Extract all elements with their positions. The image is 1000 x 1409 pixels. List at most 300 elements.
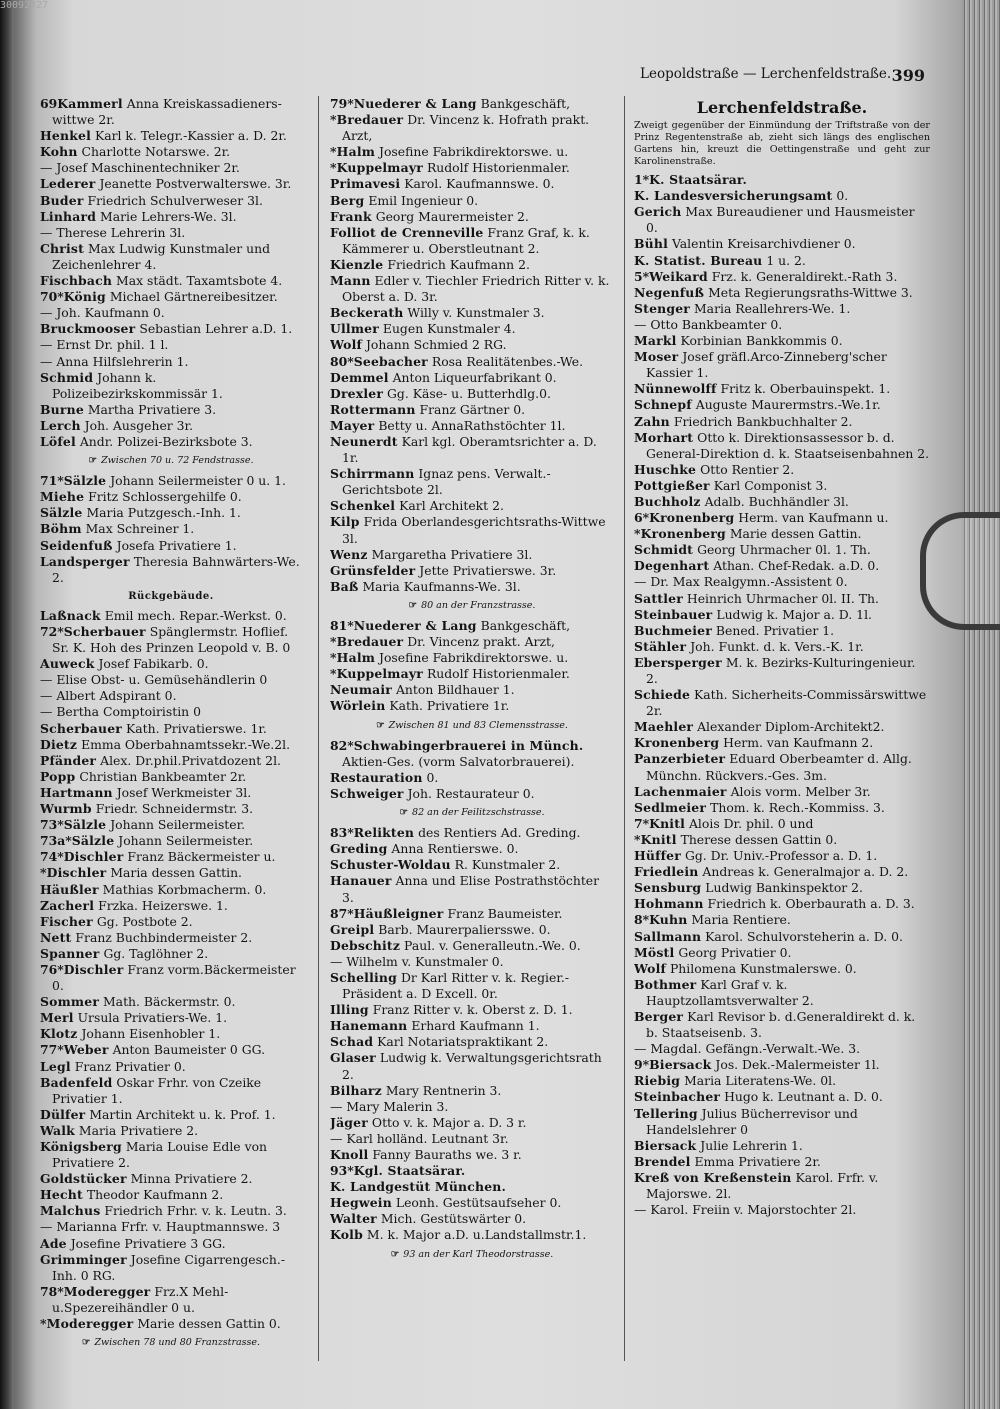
directory-entry	[330, 418, 614, 434]
directory-entry	[40, 321, 302, 337]
directory-entry	[40, 289, 302, 305]
directory-entry	[330, 1147, 614, 1163]
resident-details: Anton Liqueurfabrikant 0.	[392, 369, 557, 385]
resident-details: Friedrich Schulverweser 3l.	[87, 192, 263, 208]
resident-details: Alexander Diplom-Architekt2.	[697, 719, 885, 735]
house-number: 5*	[634, 268, 650, 284]
resident-details: Mathias Korbmacherm. 0.	[102, 881, 267, 897]
resident-details: Emil Ingenieur 0.	[368, 192, 479, 208]
directory-entry	[40, 1139, 302, 1171]
resident-name: Schelling	[330, 969, 397, 985]
directory-entry	[330, 144, 614, 160]
resident-details: Joh. Funkt. d. k. Vers.-K. 1r.	[690, 638, 864, 654]
resident-details: Therese dessen Gattin 0.	[680, 831, 838, 847]
resident-details: Christian Bankbeamter 2r.	[79, 768, 247, 784]
resident-name: Berg	[330, 192, 365, 208]
resident-details: Max städt. Taxamtsbote 4.	[116, 273, 283, 289]
directory-entry	[40, 1219, 302, 1235]
resident-details: Joh. Restaurateur 0.	[407, 785, 535, 801]
pointing-hand-icon: ☞	[88, 455, 98, 467]
resident-details: Anna Kreiskassadieners-wittwe 2r.	[52, 96, 282, 128]
resident-details: Kath. Sicherheits-Commissärswittwe 2r.	[646, 687, 927, 719]
resident-details: — Anna Hilfslehrerin 1.	[40, 353, 189, 369]
directory-entry	[634, 832, 930, 848]
resident-name: Restauration	[330, 769, 423, 785]
resident-details: Meta Regierungsraths-Wittwe 3.	[708, 284, 913, 300]
directory-entry	[330, 225, 614, 257]
directory-entry	[330, 386, 614, 402]
directory-entry	[40, 418, 302, 434]
resident-details: Erhard Kaufmann 1.	[411, 1018, 540, 1034]
resident-details: Edler v. Tiechler Friedrich Ritter v. k. Oberst a. D. 3r.	[342, 273, 610, 305]
resident-name: Schwabingerbrauerei in Münch.	[353, 737, 584, 753]
resident-name: Schnepf	[634, 397, 692, 413]
directory-entry	[634, 1106, 930, 1138]
resident-name: Weber	[63, 1042, 109, 1058]
directory-entry	[40, 473, 302, 489]
directory-entry	[40, 737, 302, 753]
resident-name: Zahn	[634, 413, 670, 429]
resident-name: Legl	[40, 1058, 71, 1074]
directory-entry	[634, 864, 930, 880]
resident-details: Andreas k. Generalmajor a. D. 2.	[702, 864, 909, 880]
directory-entry	[634, 236, 930, 252]
directory-entry	[330, 1115, 614, 1131]
resident-name: Greipl	[330, 921, 375, 937]
pointing-hand-icon: ☞	[376, 719, 385, 731]
directory-entry	[634, 478, 930, 494]
directory-entry	[634, 526, 930, 542]
resident-details: Oskar Frhr. von Czeike Privatier 1.	[52, 1074, 262, 1106]
directory-entry	[330, 770, 614, 786]
resident-name: Bühl	[634, 236, 668, 252]
resident-details: Gg. Postbote 2.	[96, 913, 193, 929]
resident-name: Goldstücker	[40, 1171, 127, 1187]
directory-entry	[40, 865, 302, 881]
directory-entry	[40, 914, 302, 930]
resident-name: Klotz	[40, 1026, 78, 1042]
resident-details: — Dr. Max Realgymn.-Assistent 0.	[634, 574, 848, 590]
directory-entry	[40, 1236, 302, 1252]
house-number: 76*	[40, 961, 64, 977]
directory-entry	[40, 833, 302, 849]
resident-name: Walter	[330, 1211, 377, 1227]
resident-details: Fritz k. Oberbauinspekt. 1.	[720, 381, 891, 397]
resident-name: Böhm	[40, 521, 82, 537]
directory-entry	[634, 558, 930, 574]
resident-name: Moser	[634, 349, 679, 365]
column-2	[330, 96, 614, 1267]
column-1	[40, 96, 302, 1355]
resident-details: Franz Bäckermeister u.	[127, 849, 276, 865]
resident-details: R. Kunstmaler 2.	[454, 857, 561, 873]
resident-details: Valentin Kreisarchivdiener 0.	[671, 236, 856, 252]
directory-entry	[634, 1202, 930, 1218]
resident-name: Beckerath	[330, 305, 404, 321]
resident-details: Kath. Privatierswe. 1r.	[125, 720, 267, 736]
resident-name: Biersack	[649, 1057, 712, 1073]
directory-entry	[634, 397, 930, 413]
resident-details: Karl k. Telegr.-Kassier a. D. 2r.	[94, 128, 287, 144]
resident-details: — Elise Obst- u. Gemüsehändlerin 0	[40, 672, 268, 688]
directory-entry	[634, 880, 930, 896]
house-number: 73a*	[40, 833, 72, 849]
resident-name: Schirrmann	[330, 466, 415, 482]
house-number: 74*	[40, 849, 64, 865]
resident-details: Josefa Privatiere 1.	[116, 537, 237, 553]
directory-entry	[330, 1099, 614, 1115]
resident-details: Aktien-Ges. (vorm Salvatorbrauerei).	[342, 753, 575, 769]
resident-name: Ullmer	[330, 321, 379, 337]
resident-name: Kammerl	[57, 96, 123, 111]
resident-name: König	[63, 289, 106, 305]
resident-details: Mary Rentnerin 3.	[385, 1082, 502, 1098]
resident-name: Sommer	[40, 994, 100, 1010]
directory-entry	[40, 434, 302, 450]
resident-name: Brendel	[634, 1153, 691, 1169]
resident-details: Franz vorm.Bäckermeister 0.	[52, 961, 296, 994]
directory-entry	[634, 172, 930, 188]
resident-name: Demmel	[330, 369, 389, 385]
directory-entry	[330, 466, 614, 498]
directory-entry	[40, 946, 302, 962]
resident-name: Weikard	[649, 268, 708, 284]
resident-name: Häußler	[40, 881, 99, 897]
cross-street-note	[40, 453, 302, 469]
directory-entry	[330, 209, 614, 225]
directory-entry	[330, 1050, 614, 1082]
directory-entry	[40, 370, 302, 402]
resident-details: Paul. v. Generalleutn.-We. 0.	[404, 937, 581, 953]
resident-name: *Halm	[330, 650, 376, 666]
directory-entry	[330, 825, 614, 841]
directory-entry	[634, 800, 930, 816]
resident-details: Josef Werkmeister 3l.	[116, 784, 252, 800]
directory-entry	[330, 634, 614, 650]
resident-details: Josef Fabikarb. 0.	[98, 656, 209, 672]
resident-details: Friedrich Kaufmann 2.	[387, 256, 530, 272]
directory-entry	[330, 682, 614, 698]
resident-name: Spanner	[40, 945, 100, 961]
resident-details: Karl Notariatspraktikant 2.	[377, 1034, 549, 1050]
resident-details: Maria Reallehrers-We. 1.	[694, 300, 851, 316]
directory-entry	[330, 906, 614, 922]
directory-entry	[40, 962, 302, 994]
resident-name: Frank	[330, 208, 372, 224]
directory-entry	[40, 785, 302, 801]
resident-details: Rudolf Historienmaler.	[426, 666, 570, 682]
directory-entry	[330, 738, 614, 770]
resident-name: Kreß von Kreßenstein	[634, 1169, 792, 1185]
directory-entry	[634, 929, 930, 945]
directory-entry	[634, 639, 930, 655]
directory-entry	[634, 961, 930, 977]
resident-name: Fischbach	[40, 273, 113, 289]
directory-entry	[40, 354, 302, 370]
resident-details: Josefine Fabrikdirektorswe. u.	[379, 144, 569, 160]
resident-details: Otto v. k. Major a. D. 3 r.	[371, 1114, 527, 1130]
pointing-hand-icon: ☞	[81, 1337, 91, 1349]
directory-entry	[330, 370, 614, 386]
resident-details: Joh. Ausgeher 3r.	[84, 417, 194, 433]
directory-entry	[634, 301, 930, 317]
resident-name: Bruckmooser	[40, 321, 136, 337]
cross-street-note	[330, 598, 614, 614]
directory-entry	[40, 273, 302, 289]
resident-name: Dülfer	[40, 1106, 86, 1122]
resident-name: Schenkel	[330, 498, 396, 514]
resident-details: Josef gräfl.Arco-Zinneberg'scher Kassier 1.	[646, 349, 887, 381]
directory-entry	[330, 1083, 614, 1099]
resident-details: — Ernst Dr. phil. 1 l.	[40, 337, 169, 353]
resident-name: Pottgießer	[634, 477, 710, 493]
resident-details: Friedrich Bankbuchhalter 2.	[673, 413, 853, 429]
directory-entry	[40, 1171, 302, 1187]
resident-details: Andr. Polizei-Bezirksbote 3.	[79, 433, 253, 449]
resident-name: Wurmb	[40, 801, 92, 817]
directory-entry	[40, 241, 302, 273]
resident-details: Georg Uhrmacher 0l. 1. Th.	[697, 542, 871, 558]
resident-details: Friedrich k. Oberbaurath a. D. 3.	[707, 896, 915, 912]
directory-entry	[40, 624, 302, 656]
resident-details: Julie Lehrerin 1.	[700, 1137, 803, 1153]
directory-entry	[634, 1073, 930, 1089]
directory-entry	[40, 801, 302, 817]
resident-name: Stenger	[634, 300, 691, 316]
resident-details: Philomena Kunstmalerswe. 0.	[669, 960, 857, 976]
resident-details: des Rentiers Ad. Greding.	[418, 825, 581, 841]
scan-id: 30092427	[0, 0, 49, 11]
directory-entry	[634, 381, 930, 397]
resident-name: Ebersperger	[634, 654, 722, 670]
directory-entry	[40, 193, 302, 209]
directory-entry	[330, 650, 614, 666]
resident-details: Frz.X Mehl- u.Spezereihändler 0 u.	[52, 1283, 229, 1315]
resident-name: Pfänder	[40, 752, 97, 768]
resident-details: — Marianna Frfr. v. Hauptmannswe. 3	[40, 1219, 281, 1235]
resident-name: K. Statist. Bureau	[634, 252, 763, 268]
resident-details: Marie dessen Gattin 0.	[137, 1316, 281, 1332]
resident-details: Ludwig k. Major a. D. 1l.	[716, 606, 872, 622]
resident-name: Sedlmeier	[634, 799, 707, 815]
house-number: 6*	[634, 510, 650, 526]
directory-entry	[330, 970, 614, 1002]
directory-entry	[330, 176, 614, 192]
resident-name: Sälzle	[63, 473, 107, 489]
resident-name: Baß	[330, 578, 359, 594]
directory-entry	[634, 816, 930, 832]
resident-name: Schweiger	[330, 785, 404, 801]
resident-details: Max Bureaudiener und Hausmeister 0.	[646, 204, 915, 236]
directory-entry	[40, 554, 302, 586]
house-number: 1*	[634, 172, 650, 188]
resident-name: Hartmann	[40, 784, 113, 800]
resident-name: Steinbacher	[634, 1089, 721, 1105]
directory-entry	[330, 563, 614, 579]
directory-entry	[330, 1195, 614, 1211]
directory-entry	[634, 510, 930, 526]
resident-name: Friedlein	[634, 864, 699, 880]
cross-street-note	[330, 718, 614, 734]
directory-entry	[40, 1252, 302, 1284]
resident-details: Maria dessen Gattin.	[110, 865, 242, 881]
pointing-hand-icon: ☞	[408, 599, 418, 611]
directory-entry	[330, 337, 614, 353]
resident-name: Schmidt	[634, 542, 694, 558]
resident-details: Eduard Oberbeamter d. Allg. Münchn. Rückvers.-Ges. 3m.	[646, 751, 912, 783]
resident-name: Knitl	[649, 815, 686, 831]
resident-name: Kilp	[330, 514, 360, 530]
resident-name: Sattler	[634, 590, 683, 606]
resident-name: Häußleigner	[353, 905, 444, 921]
directory-entry	[40, 1026, 302, 1042]
resident-details: Georg Maurermeister 2.	[375, 208, 529, 224]
directory-entry	[40, 1123, 302, 1139]
resident-details: — Therese Lehrerin 3l.	[40, 224, 186, 240]
resident-name: Wolf	[330, 337, 363, 353]
directory-entry	[330, 273, 614, 305]
directory-entry	[634, 848, 930, 864]
directory-entry	[634, 945, 930, 961]
resident-name: Berger	[634, 1008, 684, 1024]
directory-entry	[634, 735, 930, 751]
resident-details: Alex. Dr.phil.Privatdozent 2l.	[100, 752, 281, 768]
resident-details: Alois Dr. phil. 0 und	[688, 815, 814, 831]
resident-details: Franz Baumeister.	[447, 905, 563, 921]
directory-entry	[634, 188, 930, 204]
house-number: 93*	[330, 1163, 354, 1179]
resident-details: Heinrich Uhrmacher 0l. II. Th.	[686, 590, 879, 606]
resident-name: Kolb	[330, 1227, 363, 1243]
directory-entry	[40, 160, 302, 176]
directory-entry	[40, 225, 302, 241]
resident-name: Knoll	[330, 1147, 369, 1162]
resident-name: Grünsfelder	[330, 562, 416, 578]
directory-entry	[330, 1179, 614, 1195]
section-heading: Rückgebäude.	[128, 590, 214, 602]
resident-name: Kienzle	[330, 256, 384, 272]
directory-entry	[40, 489, 302, 505]
directory-entry	[634, 430, 930, 462]
resident-details: Anton Baumeister 0 GG.	[112, 1042, 266, 1058]
resident-name: Buchholz	[634, 493, 701, 509]
resident-details: — Bertha Comptoiristin 0	[40, 704, 201, 720]
directory-entry	[330, 257, 614, 273]
resident-details: Gg. Käse- u. Butterhdlg.0.	[387, 385, 551, 401]
resident-name: Neunerdt	[330, 433, 398, 449]
resident-details: Dr Karl Ritter v. k. Regier.-Präsident a. D Excell. 0r.	[342, 969, 570, 1002]
resident-name: Maehler	[634, 719, 694, 735]
directory-entry	[330, 402, 614, 418]
resident-name: Zacherl	[40, 897, 95, 913]
directory-entry	[634, 1089, 930, 1105]
directory-entry	[330, 498, 614, 514]
resident-details: Mich. Gestütswärter 0.	[380, 1211, 527, 1227]
resident-name: Hanemann	[330, 1018, 408, 1034]
house-number: 77*	[40, 1042, 64, 1058]
resident-name: Kuhn	[649, 912, 688, 928]
directory-entry	[40, 402, 302, 418]
directory-entry	[634, 1170, 930, 1202]
resident-name: *Kronenberg	[634, 526, 726, 542]
house-number: 78*	[40, 1283, 64, 1299]
resident-name: *Bredauer	[330, 634, 404, 650]
directory-entry	[634, 623, 930, 639]
book-gutter	[0, 0, 14, 1409]
resident-name: Seidenfuß	[40, 537, 113, 553]
resident-name: Nuederer & Lang	[353, 96, 477, 111]
resident-name: Walk	[40, 1122, 75, 1138]
note-text: 93 an der Karl Theodorstrasse.	[403, 1248, 554, 1260]
directory-entry	[330, 1034, 614, 1050]
resident-name: Henkel	[40, 128, 91, 144]
resident-details: Anna und Elise Postrathstöchter 3.	[342, 873, 600, 905]
resident-name: Bilharz	[330, 1082, 382, 1098]
resident-details: Theresia Bahnwärters-We. 2.	[52, 553, 300, 585]
resident-details: Martha Privatiere 3.	[87, 401, 217, 417]
page-number: 399	[891, 66, 925, 85]
directory-entry	[330, 841, 614, 857]
resident-name: Degenhart	[634, 558, 710, 574]
column-3	[634, 96, 930, 1218]
resident-details: Minna Privatiere 2.	[130, 1171, 253, 1187]
resident-details: Max Schreiner 1.	[85, 521, 195, 537]
resident-name: Schad	[330, 1034, 374, 1050]
note-text: Zwischen 78 und 80 Franzstrasse.	[94, 1337, 261, 1349]
resident-name: Stähler	[634, 638, 687, 654]
resident-name: *Dischler	[40, 865, 107, 881]
directory-entry	[634, 1041, 930, 1057]
resident-details: — Mary Malerin 3.	[330, 1098, 449, 1114]
directory-entry	[634, 542, 930, 558]
resident-name: Buchmeier	[634, 622, 712, 638]
resident-details: Margaretha Privatiere 3l.	[371, 546, 533, 562]
resident-details: Herm. van Kaufmann u.	[738, 510, 889, 526]
directory-entry	[40, 721, 302, 737]
resident-details: Emil mech. Repar.-Werkst. 0.	[104, 607, 287, 623]
directory-entry	[330, 96, 614, 112]
resident-details: Marie dessen Gattin.	[729, 526, 862, 542]
directory-entry	[634, 655, 930, 687]
resident-details: Betty u. AnnaRathstöchter 1l.	[378, 417, 566, 433]
resident-details: Theodor Kaufmann 2.	[86, 1187, 224, 1203]
resident-name: K. Staatsärar.	[649, 172, 748, 188]
directory-entry	[40, 817, 302, 833]
directory-entry	[40, 176, 302, 192]
directory-entry	[634, 719, 930, 735]
note-text: 82 an der Feilitzschstrasse.	[412, 807, 545, 819]
resident-details: Bankgeschäft,	[480, 96, 571, 111]
directory-entry	[634, 462, 930, 478]
resident-name: Sälzle	[40, 505, 83, 521]
resident-details: M. k. Major a.D. u.Landstallmstr.1.	[366, 1227, 587, 1243]
directory-entry	[634, 1009, 930, 1041]
directory-entry	[330, 1163, 614, 1179]
resident-details: Eugen Kunstmaler 4.	[382, 321, 516, 337]
directory-entry	[330, 321, 614, 337]
resident-details: Karl kgl. Oberamtsrichter a. D. 1r.	[342, 433, 597, 466]
paper-clip	[920, 512, 1000, 630]
directory-entry	[40, 538, 302, 554]
directory-entry	[634, 912, 930, 928]
directory-entry	[634, 269, 930, 285]
resident-name: Kgl. Staatsärar.	[353, 1163, 466, 1179]
resident-details: Johann k. Polizeibezirkskommissär 1.	[52, 369, 223, 401]
resident-details: Johann Eisenhobler 1.	[81, 1026, 221, 1042]
directory-entry	[330, 873, 614, 905]
resident-details: Max Ludwig Kunstmaler und Zeichenlehrer 4.	[52, 240, 271, 272]
resident-name: Mayer	[330, 417, 375, 433]
